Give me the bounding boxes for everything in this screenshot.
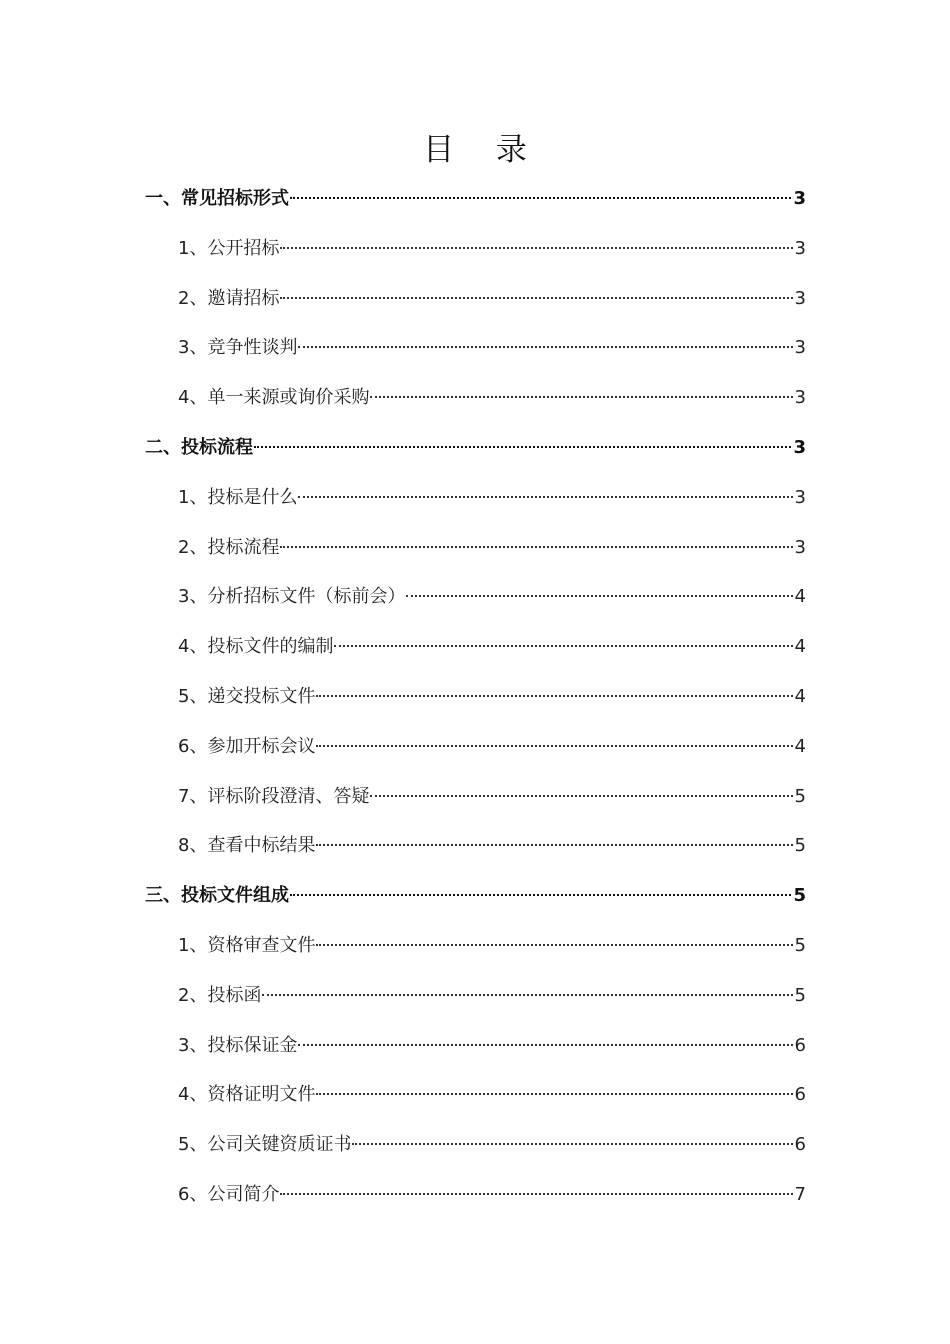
- toc-subsection-entry[interactable]: [145, 575, 806, 625]
- toc-entry-text: 1、资格审查文件: [178, 934, 316, 956]
- toc-dot-leader: [290, 894, 791, 896]
- toc-subsection-entry[interactable]: [145, 326, 806, 376]
- toc-dot-leader: [280, 546, 792, 548]
- toc-page-number: 5: [794, 835, 806, 857]
- toc-entry-text: 三、投标文件组成: [145, 885, 289, 907]
- toc-page-number: 3: [794, 237, 806, 259]
- toc-page-number: 3: [794, 387, 806, 409]
- toc-entry-text: 4、单一来源或询价采购: [178, 387, 370, 409]
- toc-page-number: 3: [793, 436, 806, 458]
- toc-subsection-entry[interactable]: [145, 974, 806, 1024]
- toc-page-number: 3: [793, 188, 806, 209]
- table-of-contents: [145, 177, 806, 1223]
- toc-dot-leader: [298, 496, 792, 498]
- toc-entry-text: 6、参加开标会议: [178, 735, 316, 757]
- toc-page-number: 3: [794, 337, 806, 359]
- toc-title: 目 录: [423, 132, 543, 168]
- toc-subsection-entry[interactable]: [145, 1073, 806, 1123]
- toc-entry-text: 3、分析招标文件（标前会）: [178, 586, 406, 608]
- toc-dot-leader: [262, 994, 792, 996]
- toc-subsection-entry[interactable]: [145, 625, 806, 675]
- toc-dot-leader: [370, 795, 792, 797]
- toc-page-number: 6: [794, 1034, 806, 1056]
- toc-dot-leader: [370, 396, 792, 398]
- toc-page-number: 3: [794, 536, 806, 558]
- toc-subsection-entry[interactable]: [145, 1173, 806, 1223]
- toc-entry-text: 2、投标函: [178, 984, 262, 1006]
- toc-dot-leader: [280, 1193, 792, 1195]
- toc-page-number: 4: [794, 685, 806, 707]
- toc-dot-leader: [316, 844, 792, 846]
- toc-entry-text: 4、资格证明文件: [178, 1084, 316, 1106]
- toc-subsection-entry[interactable]: [145, 1024, 806, 1074]
- toc-entry-text: 1、公开招标: [178, 237, 280, 259]
- toc-dot-leader: [254, 446, 791, 448]
- toc-dot-leader: [316, 1093, 792, 1095]
- toc-dot-leader: [406, 595, 792, 597]
- toc-page-number: 6: [794, 1084, 806, 1106]
- toc-dot-leader: [280, 297, 792, 299]
- toc-subsection-entry[interactable]: [145, 376, 806, 426]
- toc-subsection-entry[interactable]: [145, 775, 806, 825]
- toc-page-number: 5: [793, 885, 806, 907]
- toc-page-number: 4: [794, 586, 806, 608]
- toc-dot-leader: [334, 645, 792, 647]
- toc-dot-leader: [298, 346, 792, 348]
- toc-section-entry[interactable]: [145, 177, 806, 227]
- toc-subsection-entry[interactable]: [145, 924, 806, 974]
- toc-subsection-entry[interactable]: [145, 675, 806, 725]
- toc-subsection-entry[interactable]: [145, 526, 806, 576]
- toc-subsection-entry[interactable]: [145, 725, 806, 775]
- toc-subsection-entry[interactable]: [145, 824, 806, 874]
- toc-entry-text: 1、投标是什么: [178, 486, 298, 508]
- toc-page-number: 5: [794, 934, 806, 956]
- toc-page-number: 7: [794, 1183, 806, 1205]
- toc-entry-text: 5、递交投标文件: [178, 685, 316, 707]
- toc-subsection-entry[interactable]: [145, 476, 806, 526]
- toc-entry-text: 3、投标保证金: [178, 1034, 298, 1056]
- toc-page-number: 3: [794, 287, 806, 309]
- toc-entry-text: 7、评标阶段澄清、答疑: [178, 785, 370, 807]
- toc-section-entry[interactable]: [145, 874, 806, 924]
- toc-dot-leader: [352, 1143, 792, 1145]
- toc-page-number: 4: [794, 735, 806, 757]
- toc-entry-text: 4、投标文件的编制: [178, 636, 334, 658]
- toc-subsection-entry[interactable]: [145, 1123, 806, 1173]
- toc-page-number: 4: [794, 636, 806, 658]
- toc-entry-text: 3、竞争性谈判: [178, 337, 298, 359]
- toc-entry-text: 2、投标流程: [178, 536, 280, 558]
- toc-dot-leader: [316, 745, 792, 747]
- toc-entry-text: 2、邀请招标: [178, 287, 280, 309]
- toc-page-number: 3: [794, 486, 806, 508]
- toc-page-number: 5: [794, 785, 806, 807]
- toc-page-number: 6: [794, 1134, 806, 1156]
- toc-subsection-entry[interactable]: [145, 277, 806, 327]
- toc-dot-leader: [290, 197, 791, 199]
- toc-subsection-entry[interactable]: [145, 227, 806, 277]
- toc-page-number: 5: [794, 984, 806, 1006]
- toc-section-entry[interactable]: [145, 426, 806, 476]
- toc-entry-text: 二、投标流程: [145, 436, 253, 458]
- toc-dot-leader: [316, 695, 792, 697]
- toc-dot-leader: [316, 944, 792, 946]
- toc-entry-text: 一、常见招标形式: [145, 188, 289, 209]
- toc-entry-text: 8、查看中标结果: [178, 835, 316, 857]
- toc-dot-leader: [280, 247, 792, 249]
- toc-dot-leader: [298, 1044, 792, 1046]
- toc-entry-text: 5、公司关键资质证书: [178, 1134, 352, 1156]
- toc-entry-text: 6、公司简介: [178, 1183, 280, 1205]
